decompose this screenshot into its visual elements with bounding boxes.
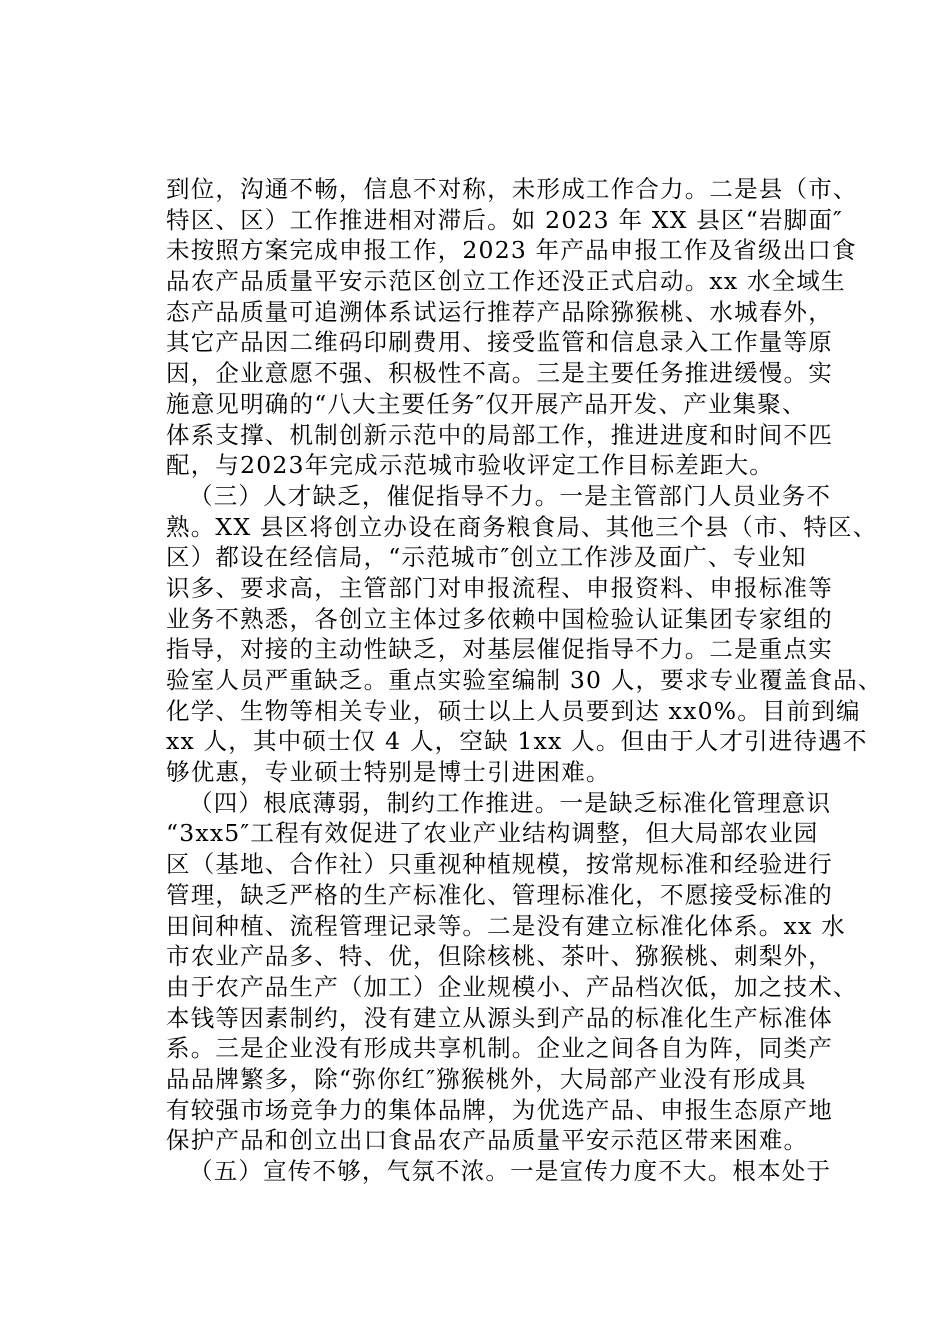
text-line: 化学、生物等相关专业，硕士以上人员要到达 xx0%。目前到编 — [166, 696, 861, 725]
text-line: 业务不熟悉，各创立主体过多依赖中国检验认证集团专家组的 — [166, 604, 833, 633]
text-line: 指导，对接的主动性缺乏，对基层催促指导不力。二是重点实 — [166, 635, 833, 664]
text-line: 系。三是企业没有形成共享机制。企业之间各自为阵，同类产 — [166, 1034, 833, 1063]
text-line: “3xx5″工程有效促进了农业产业结构调整，但大局部农业园 — [166, 819, 819, 848]
text-line: 区）都设在经信局，“示范城市″创立工作涉及面广、专业知 — [166, 543, 807, 572]
text-line: 保护产品和创立出口食品农产品质量平安示范区带来困难。 — [166, 1126, 809, 1155]
text-line: 特区、区）工作推进相对滞后。如 2023 年 XX 县区“岩脚面″ — [166, 205, 844, 234]
text-line: 配，与2023年完成示范城市验收评定工作目标差距大。 — [166, 451, 775, 480]
text-line: 未按照方案完成申报工作，2023 年产品申报工作及省级出口食 — [166, 236, 857, 265]
text-line: 施意见明确的“八大主要任务″仅开展产品开发、产业集聚、 — [166, 389, 807, 418]
text-line: 其它产品因二维码印刷费用、接受监管和信息录入工作量等原 — [166, 328, 833, 357]
text-line: 识多、要求高，主管部门对申报流程、申报资料、申报标准等 — [166, 573, 833, 602]
paragraph-heading-line: （三）人才缺乏，催促指导不力。一是主管部门人员业务不 — [189, 481, 832, 510]
paragraph-heading-line: （四）根底薄弱，制约工作推进。一是缺乏标准化管理意识 — [189, 788, 832, 817]
paragraph-heading-line: （五）宣传不够，气氛不浓。一是宣传力度不大。根本处于 — [189, 1157, 832, 1185]
text-line: 到位，沟通不畅，信息不对称，未形成工作合力。二是县（市、 — [166, 175, 858, 203]
text-line: xx 人，其中硕士仅 4 人，空缺 1xx 人。但由于人才引进待遇不 — [166, 727, 868, 756]
text-line: 本钱等因素制约，没有建立从源头到产品的标准化生产标准体 — [166, 1003, 833, 1032]
text-line: 验室人员严重缺乏。重点实验室编制 30 人，要求专业覆盖食品、 — [166, 666, 883, 694]
text-line: 品品牌繁多，除“弥你红″猕猴桃外，大局部产业没有形成具 — [166, 1064, 807, 1093]
text-line: 态产品质量可追溯体系试运行推荐产品除猕猴桃、水城春外， — [166, 297, 833, 326]
text-line: 有较强市场竞争力的集体品牌，为优选产品、申报生态原产地 — [166, 1095, 833, 1124]
text-line: 田间种植、流程管理记录等。二是没有建立标准化体系。xx 水 — [166, 911, 846, 940]
text-line: 体系支撑、机制创新示范中的局部工作，推进进度和时间不匹 — [166, 420, 833, 449]
text-line: 由于农产品生产（加工）企业规模小、产品档次低，加之技术、 — [166, 972, 858, 1001]
text-line: 熟。XX 县区将创立办设在商务粮食局、其他三个县（市、特区、 — [166, 512, 878, 541]
body-text — [166, 174, 883, 1187]
text-line: 因，企业意愿不强、积极性不高。三是主要任务推进缓慢。实 — [166, 359, 833, 388]
text-line: 品农产品质量平安示范区创立工作还没正式启动。xx 水全域生 — [166, 267, 846, 296]
text-line: 够优惠，专业硕士特别是博士引进困难。 — [166, 758, 611, 787]
text-line: 市农业产品多、特、优，但除核桃、茶叶、猕猴桃、刺梨外， — [166, 942, 833, 971]
text-line: 管理，缺乏严格的生产标准化、管理标准化，不愿接受标准的 — [166, 880, 833, 909]
text-line: 区（基地、合作社）只重视种植规模，按常规标准和经验进行 — [166, 850, 833, 879]
